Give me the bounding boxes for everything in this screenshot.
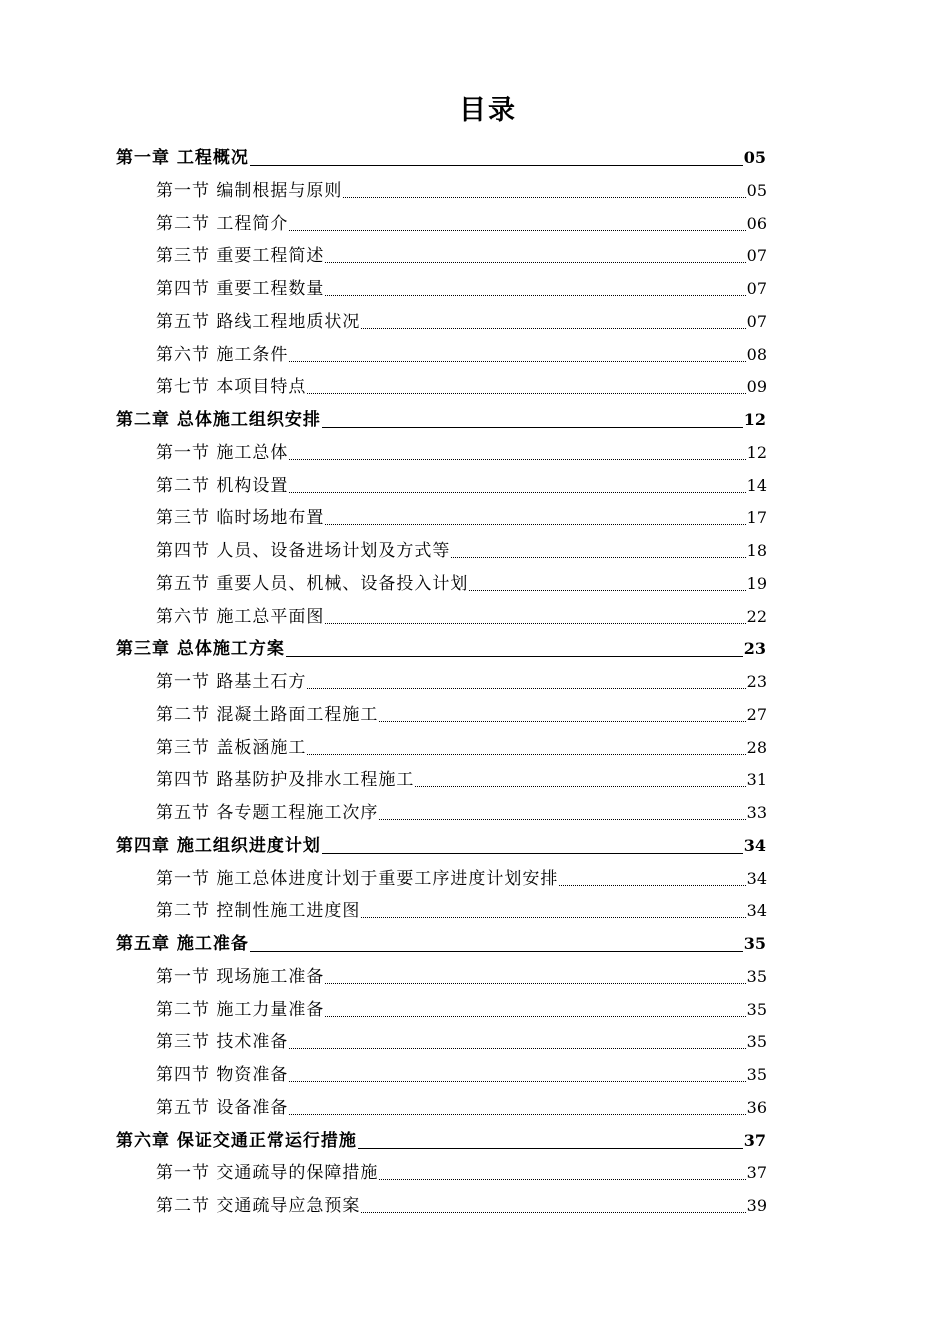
toc-chapter-entry[interactable] [116,136,766,169]
toc-leader-line [379,720,745,722]
toc-leader-line [559,884,745,886]
toc-entry-label: 第六节 施工总平面图 [156,606,325,627]
toc-section-entry[interactable] [156,267,767,300]
toc-entry-label: 第三章 总体施工方案 [116,639,285,660]
toc-entry-label: 第四章 施工组织进度计划 [116,835,321,856]
toc-page-number: 12 [746,442,767,462]
toc-leader-line [289,458,745,460]
toc-leader-line [289,1113,745,1115]
toc-leader-line [286,655,743,657]
toc-entry-label: 第四节 重要工程数量 [156,279,325,299]
toc-page-number: 23 [746,672,767,691]
toc-chapter-entry[interactable] [116,824,766,857]
toc-leader-line [322,426,743,428]
toc-section-entry[interactable] [156,758,767,791]
toc-page-number: 34 [746,901,767,921]
toc-section-entry[interactable] [156,791,767,824]
toc-entry-label: 第六节 施工条件 [156,344,289,365]
toc-page-number: 08 [746,344,767,364]
toc-page-number: 07 [746,311,767,331]
toc-entry-label: 第一节 编制根据与原则 [156,180,343,201]
toc-section-entry[interactable] [156,464,767,497]
toc-leader-line [325,523,745,525]
toc-entry-label: 第二章 总体施工组织安排 [116,410,321,430]
toc-entry-label: 第二节 工程简介 [156,213,289,234]
toc-page-number: 22 [746,606,767,626]
toc-leader-line [379,818,745,820]
toc-section-entry[interactable] [156,693,767,726]
toc-leader-line [307,753,745,755]
toc-chapter-entry[interactable] [116,398,766,431]
toc-leader-line [361,327,745,329]
toc-section-entry[interactable] [156,562,767,595]
toc-entry-label: 第一节 交通疏导的保障措施 [156,1163,379,1184]
toc-entry-label: 第二节 施工力量准备 [156,999,325,1020]
toc-page-number: 07 [746,279,767,298]
toc-leader-line [325,261,745,263]
toc-leader-line [379,1178,745,1180]
toc-page-number: 31 [746,770,767,790]
toc-leader-line [289,1047,745,1049]
toc-page-number: 35 [746,1065,767,1084]
toc-entry-label: 第一节 施工总体 [156,442,289,463]
toc-entry-label: 第四节 人员、设备进场计划及方式等 [156,541,451,561]
toc-page-number: 19 [746,573,767,593]
toc-page-number: 27 [746,704,767,724]
toc-leader-line [289,1080,745,1082]
toc-chapter-entry[interactable] [116,922,766,955]
toc-section-entry[interactable] [156,988,767,1021]
toc-leader-line [469,589,745,591]
toc-entry-label: 第五节 重要人员、机械、设备投入计划 [156,573,469,594]
toc-leader-line [289,360,745,362]
toc-leader-line [415,785,745,787]
toc-section-entry[interactable] [156,169,767,202]
toc-entry-label: 第四节 路基防护及排水工程施工 [156,770,415,791]
toc-leader-line [343,196,745,198]
toc-section-entry[interactable] [156,431,767,464]
toc-leader-line [307,687,745,689]
toc-page-number: 37 [743,1130,766,1150]
toc-page-number: 17 [746,508,767,528]
toc-page-number: 18 [746,541,767,560]
toc-entry-label: 第二节 机构设置 [156,475,289,496]
toc-page-number: 23 [743,639,766,659]
toc-entry-label: 第五章 施工准备 [116,934,249,954]
toc-leader-line [325,982,745,984]
toc-leader-line [361,1211,745,1213]
toc-section-entry[interactable] [156,857,767,890]
toc-section-entry[interactable] [156,726,767,759]
toc-entry-label: 第一节 路基土石方 [156,672,307,692]
toc-page-number: 33 [746,803,767,822]
toc-leader-line [325,622,745,624]
toc-page-number: 35 [746,1032,767,1052]
toc-entry-label: 第三节 技术准备 [156,1032,289,1053]
toc-section-entry[interactable] [156,365,767,398]
toc-section-entry[interactable] [156,1053,767,1086]
toc-leader-line [250,164,743,166]
toc-page-number: 28 [746,737,767,757]
toc-page-number: 05 [746,180,767,200]
toc-section-entry[interactable] [156,1184,767,1217]
toc-entry-label: 第五节 路线工程地质状况 [156,311,361,332]
toc-section-entry[interactable] [156,300,767,333]
toc-section-entry[interactable] [156,1151,767,1184]
page-title: 目录 [459,95,517,126]
toc-entry-label: 第七节 本项目特点 [156,377,307,398]
toc-entry-label: 第三节 重要工程简述 [156,246,325,267]
toc-leader-line [289,491,745,493]
toc-page-number: 09 [746,377,767,397]
toc-leader-line [289,229,745,231]
toc-entry-label: 第五节 各专题工程施工次序 [156,803,379,823]
toc-chapter-entry[interactable] [116,627,766,660]
toc-entry-label: 第六章 保证交通正常运行措施 [116,1130,357,1151]
toc-section-entry[interactable] [156,1020,767,1053]
toc-leader-line [325,294,745,296]
toc-leader-line [325,1015,745,1017]
toc-page-number: 14 [746,475,767,495]
toc-entry-label: 第一章 工程概况 [116,148,249,168]
toc-leader-line [358,1147,743,1149]
toc-section-entry[interactable] [156,595,767,628]
toc-page-number: 35 [743,934,766,953]
toc-entry-label: 第一节 现场施工准备 [156,966,325,987]
toc-leader-line [307,392,745,394]
toc-section-entry[interactable] [156,955,767,988]
toc-entry-label: 第二节 混凝土路面工程施工 [156,704,379,725]
toc-page-number: 07 [746,246,767,266]
toc-page-number: 35 [746,966,767,986]
toc-leader-line [451,556,745,558]
toc-section-entry[interactable] [156,1086,767,1119]
toc-entry-label: 第五节 设备准备 [156,1097,289,1118]
toc-section-entry[interactable] [156,529,767,562]
toc-section-entry[interactable] [156,660,767,693]
toc-entry-label: 第二节 控制性施工进度图 [156,901,361,922]
toc-chapter-entry[interactable] [116,1119,766,1152]
toc-page-number: 05 [743,148,766,167]
toc-section-entry[interactable] [156,202,767,235]
toc-leader-line [322,852,743,854]
toc-page-number: 12 [743,410,766,429]
toc-section-entry[interactable] [156,496,767,529]
toc-leader-line [361,916,745,918]
toc-leader-line [250,950,743,952]
toc-page-number: 34 [746,868,767,888]
toc-section-entry[interactable] [156,333,767,366]
toc-page-number: 36 [746,1097,767,1117]
toc-entry-label: 第二节 交通疏导应急预案 [156,1196,361,1216]
toc-page-number: 06 [746,213,767,233]
toc-page-number: 37 [746,1163,767,1183]
toc-page-number: 35 [746,999,767,1019]
toc-entry-label: 第三节 临时场地布置 [156,508,325,529]
toc-page-number: 34 [743,835,766,855]
toc-entry-label: 第四节 物资准备 [156,1065,289,1085]
toc-entry-label: 第三节 盖板涵施工 [156,737,307,758]
toc-section-entry[interactable] [156,889,767,922]
toc-section-entry[interactable] [156,234,767,267]
toc-entry-label: 第一节 施工总体进度计划于重要工序进度计划安排 [156,868,559,889]
toc-page-number: 39 [746,1196,767,1215]
